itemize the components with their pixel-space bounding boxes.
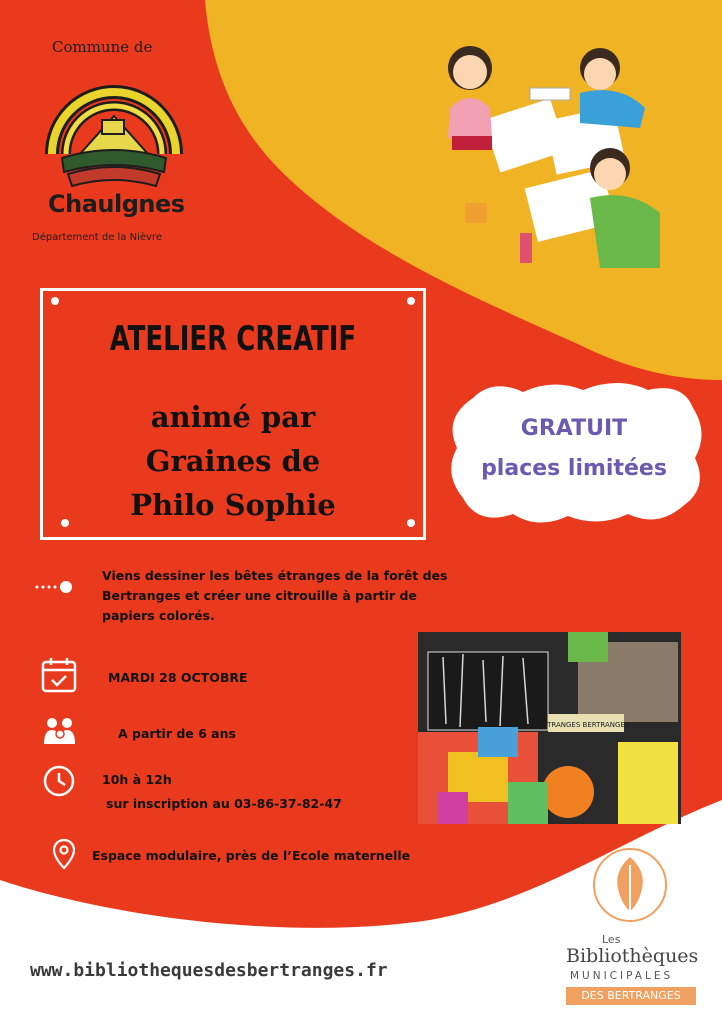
commune-top-text: Commune de (52, 38, 153, 56)
time-inscription: sur inscription au 03-86-37-82-47 (106, 796, 342, 811)
biblio-municipales: MUNICIPALES (570, 970, 674, 982)
commune-emblem-icon (44, 54, 184, 189)
leaf-icon (590, 845, 670, 925)
subtitle-line-1: animé par (150, 400, 316, 434)
frame-dot (407, 297, 415, 305)
event-location: Espace modulaire, près de l’Ecole maternelle (92, 848, 411, 863)
children-drawing-illustration (430, 28, 690, 268)
people-icon (42, 716, 78, 746)
description-line-3: papiers colorés. (102, 608, 215, 623)
event-description (102, 566, 462, 626)
free-badge (443, 378, 705, 526)
event-time (102, 768, 342, 816)
artwork-photo (418, 632, 681, 824)
title-frame (40, 288, 426, 540)
event-subtitle (43, 395, 423, 527)
dotted-bullet-icon (34, 580, 74, 594)
biblio-title: Bibliothèques (566, 945, 699, 967)
biblio-les: Les (602, 933, 621, 946)
badge-free-text: GRATUIT (520, 416, 628, 441)
time-hours: 10h à 12h (102, 772, 172, 787)
clock-icon (42, 764, 76, 798)
commune-name: Chaulgnes (48, 190, 185, 218)
photo-label: ETRANGES BERTRANGES (542, 721, 630, 729)
badge-limited-text: places limitées (481, 456, 667, 481)
website-link[interactable]: www.bibliothequesdesbertranges.fr (30, 960, 388, 981)
bibliotheques-logo (560, 845, 705, 1010)
age-requirement: A partir de 6 ans (118, 726, 236, 741)
description-line-1: Viens dessiner les bêtes étranges de la forêt des (102, 568, 448, 583)
calendar-icon (40, 656, 78, 694)
event-title: ATELIER CREATIF (109, 319, 357, 359)
subtitle-line-3: Philo Sophie (130, 488, 336, 522)
event-date: MARDI 28 OCTOBRE (108, 670, 248, 685)
commune-logo (30, 30, 210, 260)
frame-dot (51, 297, 59, 305)
cloud-shape (443, 378, 705, 526)
location-pin-icon (52, 838, 76, 870)
biblio-bertranges: DES BERTRANGES (566, 987, 696, 1005)
commune-department: Département de la Nièvre (32, 232, 162, 243)
subtitle-line-2: Graines de (145, 444, 321, 478)
description-line-2: Bertranges et créer une citrouille à partir de (102, 588, 417, 603)
